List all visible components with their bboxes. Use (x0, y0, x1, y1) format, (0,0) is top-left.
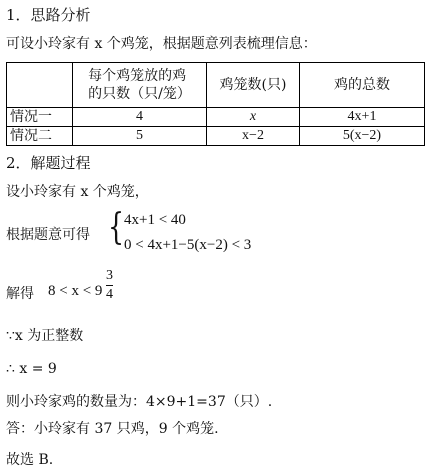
header-blank-cell (7, 63, 73, 108)
fraction-denominator: 4 (106, 287, 113, 302)
per-cage-cell: 4 (73, 108, 207, 127)
because-statement: ∵x 为正整数 (6, 328, 84, 344)
total-cell: 5(x−2) (300, 127, 425, 146)
left-brace-icon: { (108, 207, 125, 248)
section-title-process: 2．解题过程 (6, 154, 91, 172)
system-intro: 根据题意可得 (6, 227, 90, 243)
inequality-1: 4x+1 < 40 (124, 212, 186, 228)
info-table (6, 62, 425, 146)
header-chicken-total: 鸡的总数 (300, 63, 425, 108)
header-cage-count: 鸡笼数(只) (207, 63, 300, 108)
cage-count-cell: x (207, 108, 300, 127)
total-cell: 4x+1 (300, 108, 425, 127)
fraction-numerator: 3 (106, 268, 113, 283)
solve-expression: 8 < x < 9 (48, 283, 103, 299)
solve-label: 解得 (6, 286, 34, 302)
per-cage-cell: 5 (73, 127, 207, 146)
inequality-2: 0 < 4x+1−5(x−2) < 3 (124, 237, 252, 253)
cage-count-cell: x−2 (207, 127, 300, 146)
therefore-statement: ∴ x = 9 (6, 361, 57, 377)
table-row (7, 108, 425, 127)
row-label: 情况二 (7, 127, 73, 146)
count-statement: 则小玲家鸡的数量为：4×9+1=37（只）. (6, 394, 273, 410)
header-per-cage-line1: 每个鸡笼放的鸡 (88, 68, 187, 84)
intro-text: 可设小玲家有 x 个鸡笼，根据题意列表梳理信息： (6, 36, 317, 52)
let-statement: 设小玲家有 x 个鸡笼， (6, 184, 149, 200)
row-label: 情况一 (7, 108, 73, 127)
table-row (7, 127, 425, 146)
answer-statement: 答：小玲家有 37 只鸡，9 个鸡笼. (6, 421, 219, 437)
header-per-cage-line2: 的只数（只/笼） (88, 86, 191, 102)
fraction (106, 268, 113, 303)
header-per-cage (73, 63, 207, 108)
table-header-row (7, 63, 425, 108)
section-title-analysis: 1．思路分析 (6, 6, 91, 24)
choice-statement: 故选 B. (6, 452, 54, 468)
fraction-bar (106, 285, 113, 286)
